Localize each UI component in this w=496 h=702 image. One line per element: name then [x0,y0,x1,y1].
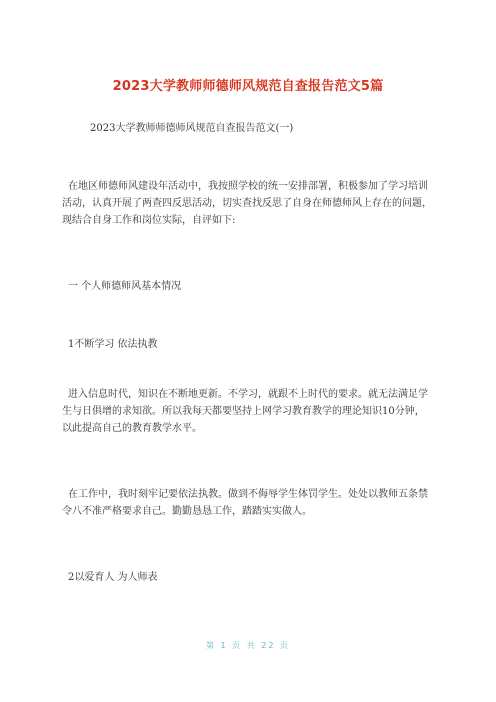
section-heading-3: 2以爱育人 为人师表 [68,572,158,583]
section-heading-2: 1不断学习 依法执教 [68,339,158,350]
section-heading-1: 一 个人师德师风基本情况 [68,281,182,292]
document-title: 2023大学教师师德师风规范自查报告范文5篇 [112,79,384,94]
body-paragraph-1: 进入信息时代，知识在不断地更新。不学习，就跟不上时代的要求。就无法满足学生与日俱增的求知欲。所以我每天都要坚持上网学习教育教学的理论知识10分钟，以此提高自己的教育教学水平。 [62,389,428,434]
page-number-footer: 第 1 页 共 22 页 [206,641,290,650]
body-paragraph-2: 在工作中，我时刻牢记要依法执教。做到不侮辱学生体罚学生。处处以教师五条禁令八不准严格要求自己。勤勤恳恳工作，踏踏实实做人。 [62,489,428,517]
document-subtitle: 2023大学教师师德师风规范自查报告范文(一) [90,123,294,134]
intro-paragraph: 在地区师德师风建设年活动中，我按照学校的统一安排部署，积极参加了学习培训活动，认真开展了两查四反思活动，切实查找反思了自身在师德师风上存在的问题，现结合自身工作和岗位实际，自评如下: [62,181,432,226]
